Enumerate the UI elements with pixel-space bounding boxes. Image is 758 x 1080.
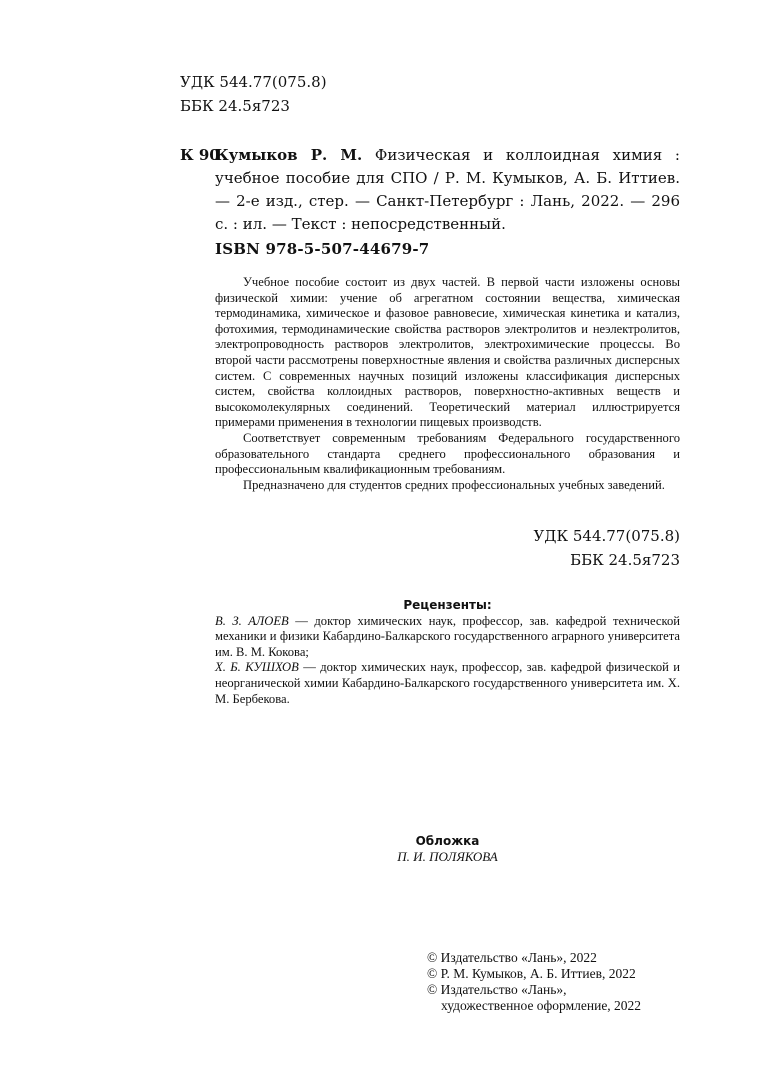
reviewers xyxy=(215,598,680,707)
reviewer-name: Х. Б. КУШХОВ xyxy=(215,660,299,675)
udk-code: УДК 544.77(075.8) xyxy=(533,527,680,545)
copyright-line: © Издательство «Лань», xyxy=(427,982,567,997)
book-author: Кумыков Р. М. xyxy=(215,146,363,164)
reviewers-title: Рецензенты: xyxy=(403,598,492,612)
copyright-line: © Издательство «Лань», 2022 xyxy=(427,950,597,965)
bbk-code: ББК 24.5я723 xyxy=(180,97,290,115)
bbk-code: ББК 24.5я723 xyxy=(570,551,680,569)
author-cipher: К 90 xyxy=(180,146,220,164)
udk-bbk-top xyxy=(180,70,327,118)
cover-credit xyxy=(215,834,680,864)
book-description: Физическая и коллоидная химия : учебное пособие для СПО / Р. М. Кумыков, А. Б. Иттиев. — 2-е изд., стер. — Санкт-Петербург : Лань, 2022. — 296 с. : ил. — Текст : непосредственный. xyxy=(215,146,680,233)
reviewer-name: В. З. АЛОЕВ xyxy=(215,613,289,628)
abstract-paragraph: Соответствует современным требованиям Федерального государственного образовательного стандарта среднего профессионального образования и профессиональным квалификационным требованиям. xyxy=(215,430,680,477)
copyright-block xyxy=(427,950,687,1014)
cover-designer: П. И. ПОЛЯКОВА xyxy=(397,849,498,864)
isbn: ISBN 978-5-507-44679-7 xyxy=(215,240,430,258)
copyright-line: художественное оформление, 2022 xyxy=(441,998,642,1013)
bibliographic-record xyxy=(215,144,680,236)
copyright-line: © Р. М. Кумыков, А. Б. Иттиев, 2022 xyxy=(427,966,636,981)
reviewer-credentials: — доктор химических наук, профессор, зав. кафедрой технической механики и физики Кабардино-Балкарского государственного аграрного университета им. В. М. Кокова; xyxy=(215,613,680,659)
abstract-paragraph: Учебное пособие состоит из двух частей. В первой части изложены основы физической химии: учение об агрегатном состоянии вещества, химическая термодинамика, химическое и фазовое равновесие, химическая кинетика и катализ, фотохимия, термодинамические свойства растворов электролитов и неэлектролитов, электропроводность растворов электролитов, электрохимические процессы. Во второй части рассмотрены поверхностные явления и свойства различных дисперсных систем. С современных научных позиций изложены классификация дисперсных систем, свойства коллоидных растворов, поверхностно-активных веществ и высокомолекулярных соединений. Теоретический материал иллюстрируется примерами применения в технологии пищевых производств. xyxy=(215,275,680,430)
abstract xyxy=(215,275,680,493)
udk-code: УДК 544.77(075.8) xyxy=(180,73,327,91)
udk-bbk-bottom xyxy=(380,524,680,572)
cover-label: Обложка xyxy=(415,834,480,848)
reviewer-entry xyxy=(215,614,680,661)
reviewer-credentials: — доктор химических наук, профессор, зав. кафедрой физической и неорганической химии Кабардино-Балкарского государственного университета им. Х. М. Бербекова. xyxy=(215,660,680,706)
reviewer-entry xyxy=(215,660,680,707)
abstract-paragraph: Предназначено для студентов средних профессиональных учебных заведений. xyxy=(243,477,665,492)
